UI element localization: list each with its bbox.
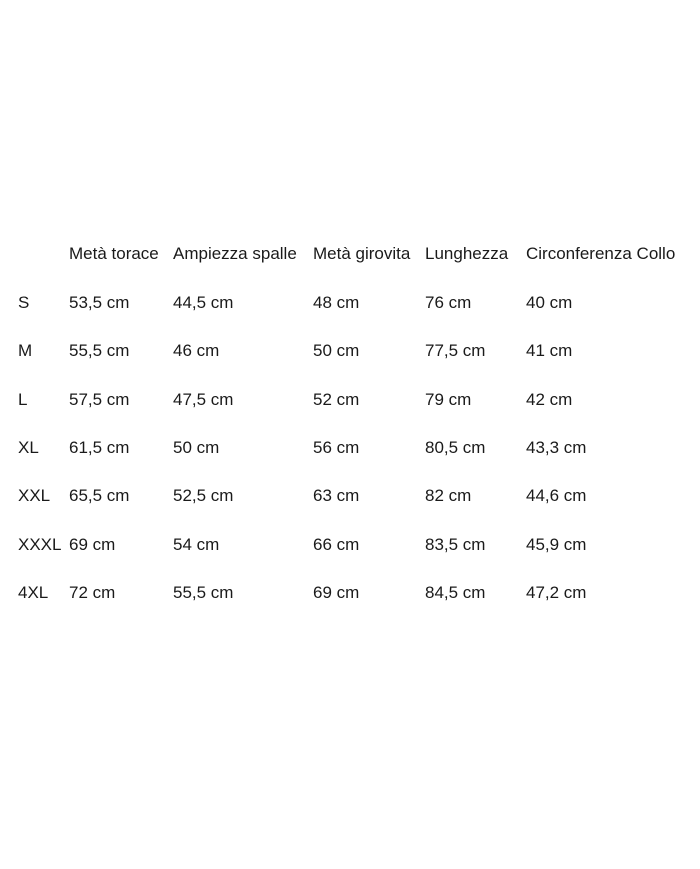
header-meta-torace: Metà torace xyxy=(69,244,159,263)
cell-meta-girovita: 63 cm xyxy=(313,486,360,505)
cell-meta-torace: 72 cm xyxy=(69,583,116,602)
cell-lunghezza: 84,5 cm xyxy=(425,583,486,602)
cell-ampiezza-spalle: 52,5 cm xyxy=(173,486,234,505)
cell-ampiezza-spalle: 55,5 cm xyxy=(173,583,234,602)
cell-meta-girovita: 52 cm xyxy=(313,390,360,409)
cell-lunghezza: 83,5 cm xyxy=(425,535,486,554)
cell-circonferenza-collo: 43,3 cm xyxy=(526,438,587,457)
cell-meta-torace: 65,5 cm xyxy=(69,486,130,505)
cell-meta-torace: 61,5 cm xyxy=(69,438,130,457)
header-meta-girovita: Metà girovita xyxy=(313,244,411,263)
cell-meta-girovita: 56 cm xyxy=(313,438,360,457)
size-label: 4XL xyxy=(18,583,49,602)
cell-circonferenza-collo: 44,6 cm xyxy=(526,486,587,505)
cell-meta-girovita: 69 cm xyxy=(313,583,360,602)
size-label: M xyxy=(18,341,33,360)
header-lunghezza: Lunghezza xyxy=(425,244,509,263)
size-label: L xyxy=(18,390,28,409)
cell-ampiezza-spalle: 50 cm xyxy=(173,438,220,457)
cell-meta-torace: 55,5 cm xyxy=(69,341,130,360)
cell-lunghezza: 79 cm xyxy=(425,390,472,409)
cell-lunghezza: 77,5 cm xyxy=(425,341,486,360)
cell-meta-girovita: 66 cm xyxy=(313,535,360,554)
cell-meta-torace: 69 cm xyxy=(69,535,116,554)
header-circonferenza-collo: Circonferenza Collo xyxy=(526,244,676,263)
cell-lunghezza: 76 cm xyxy=(425,293,472,312)
cell-circonferenza-collo: 40 cm xyxy=(526,293,573,312)
size-label: XXXL xyxy=(18,535,62,554)
cell-ampiezza-spalle: 46 cm xyxy=(173,341,220,360)
cell-ampiezza-spalle: 54 cm xyxy=(173,535,220,554)
cell-lunghezza: 82 cm xyxy=(425,486,472,505)
cell-meta-torace: 53,5 cm xyxy=(69,293,130,312)
size-label: XL xyxy=(18,438,39,457)
cell-lunghezza: 80,5 cm xyxy=(425,438,486,457)
size-label: XXL xyxy=(18,486,51,505)
size-label: S xyxy=(18,293,30,312)
cell-meta-torace: 57,5 cm xyxy=(69,390,130,409)
cell-ampiezza-spalle: 44,5 cm xyxy=(173,293,234,312)
cell-circonferenza-collo: 42 cm xyxy=(526,390,573,409)
cell-circonferenza-collo: 47,2 cm xyxy=(526,583,587,602)
header-ampiezza-spalle: Ampiezza spalle xyxy=(173,244,297,263)
cell-meta-girovita: 50 cm xyxy=(313,341,360,360)
cell-circonferenza-collo: 45,9 cm xyxy=(526,535,587,554)
cell-ampiezza-spalle: 47,5 cm xyxy=(173,390,234,409)
cell-circonferenza-collo: 41 cm xyxy=(526,341,573,360)
cell-meta-girovita: 48 cm xyxy=(313,293,360,312)
